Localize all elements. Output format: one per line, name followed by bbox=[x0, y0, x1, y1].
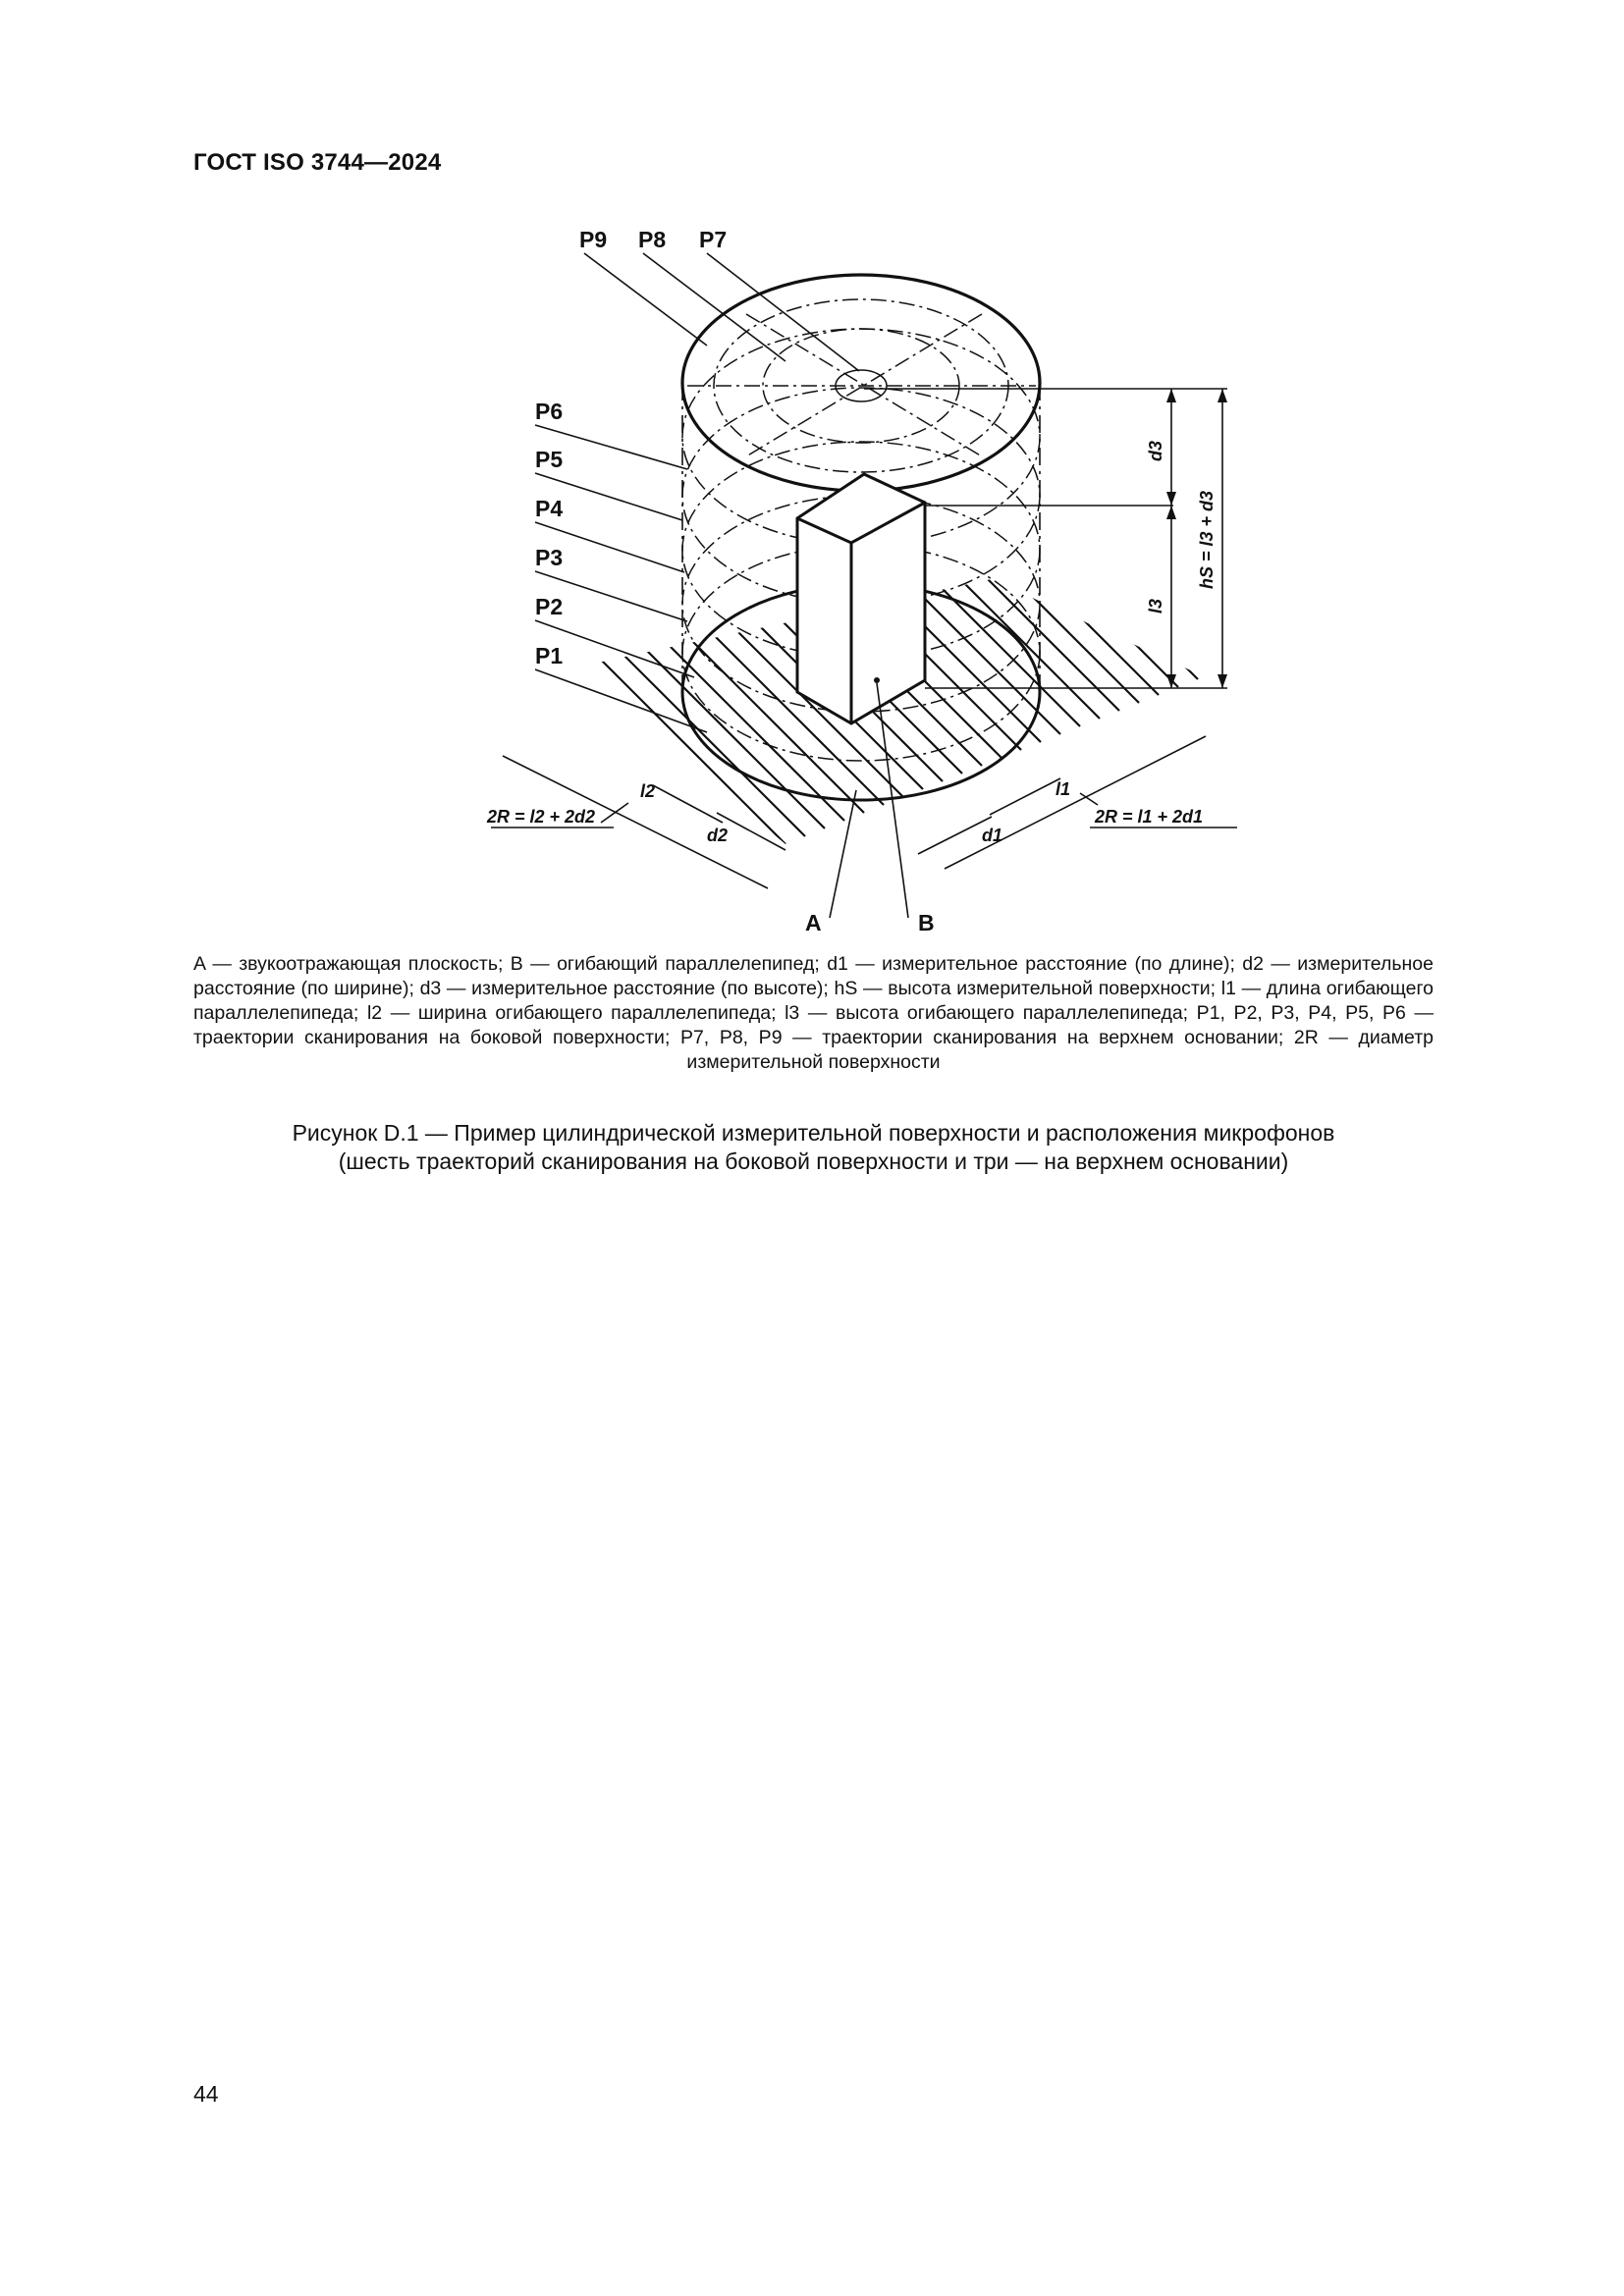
dim-d1: d1 bbox=[982, 826, 1003, 845]
label-a: A bbox=[805, 910, 822, 935]
dim-d3: d3 bbox=[1146, 440, 1165, 461]
parallelepiped-center-dot bbox=[874, 677, 880, 683]
label-p2: P2 bbox=[535, 594, 564, 619]
dim-d2: d2 bbox=[707, 826, 729, 845]
caption-line-1: Рисунок D.1 — Пример цилиндрической измерительной поверхности и расположения микрофонов bbox=[292, 1120, 1335, 1146]
top-scan-paths bbox=[687, 299, 1036, 472]
dim-2r-left: 2R = l2 + 2d2 bbox=[487, 807, 596, 827]
label-p1: P1 bbox=[535, 643, 564, 668]
page-number: 44 bbox=[193, 2081, 219, 2107]
label-b: B bbox=[918, 910, 935, 935]
label-p4: P4 bbox=[535, 496, 564, 521]
dim-l3: l3 bbox=[1146, 598, 1165, 614]
dim-2r-right: 2R = l1 + 2d1 bbox=[1095, 807, 1204, 827]
dim-l2: l2 bbox=[640, 781, 656, 801]
dim-hs: hS = l3 + d3 bbox=[1197, 490, 1217, 589]
label-p3: P3 bbox=[535, 545, 564, 570]
figure-caption bbox=[193, 1119, 1434, 1176]
label-p9: P9 bbox=[579, 227, 608, 252]
document-header: ГОСТ ISO 3744—2024 bbox=[193, 149, 442, 176]
figure-legend: A — звукоотражающая плоскость; B — огибающий параллелепипед; d1 — измерительное расстояние (по длине); d2 — измерительное расстояние (по ширине); d3 — измерительное расстояние (по высоте); hS — высота измерительной поверхности; l1 — длина огибающего параллелепипеда; l2 — ширина огибающего параллелепипеда; l3 — высота огибающего параллелепипеда; P1, P2, P3, P4, P5, P6 — траектории сканирования на боковой поверхности; P7, P8, P9 — траектории сканирования на верхнем основании; 2R — диаметр измерительной поверхности bbox=[193, 953, 1434, 1073]
label-p6: P6 bbox=[535, 399, 564, 424]
label-p5: P5 bbox=[535, 447, 564, 472]
dim-l1: l1 bbox=[1056, 779, 1071, 799]
cylinder-top-ellipse bbox=[682, 275, 1040, 491]
caption-line-2: (шесть траекторий сканирования на боковой поверхности и три — на верхнем основании) bbox=[338, 1148, 1289, 1174]
label-p7: P7 bbox=[699, 227, 728, 252]
label-p8: P8 bbox=[638, 227, 667, 252]
cylinder-measurement-figure bbox=[0, 0, 1624, 942]
